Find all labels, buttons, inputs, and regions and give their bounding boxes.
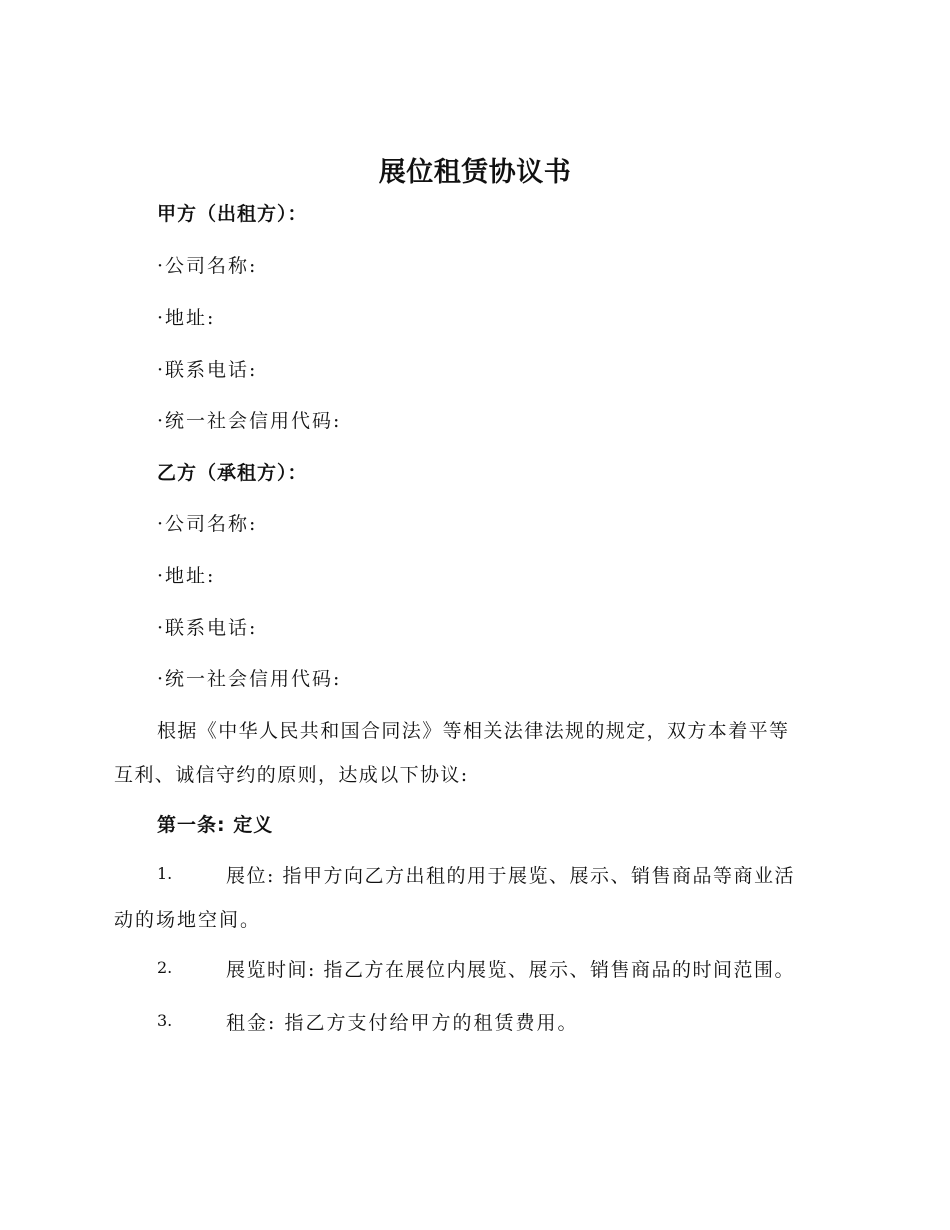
party-b-company-name: · 公司名称: (157, 509, 257, 536)
definition-1-number: 1. (157, 864, 173, 883)
party-b-address: · 地址: (157, 561, 215, 588)
definition-2-number: 2. (157, 958, 173, 977)
preamble-line-2: 互利、诚信守约的原则，达成以下协议: (114, 764, 469, 786)
party-b-heading: 乙方（承租方）： (157, 462, 308, 484)
document-title: 展位租赁协议书 (378, 157, 572, 188)
definition-3-number: 3. (157, 1011, 173, 1030)
party-a-address: · 地址: (157, 303, 215, 330)
definition-2-text: 展览时间: 指乙方在展位内展览、展示、销售商品的时间范围。 (226, 959, 795, 981)
preamble-line-1: 根据《中华人民共和国合同法》等相关法律法规的规定，双方本着平等 (157, 720, 790, 742)
party-a-heading: 甲方（出租方）： (157, 203, 308, 225)
party-a-credit-code: · 统一社会信用代码: (157, 406, 341, 433)
definition-1-continuation: 动的场地空间。 (114, 909, 262, 931)
party-a-company-name: · 公司名称: (157, 251, 257, 278)
party-b-phone: · 联系电话: (157, 613, 257, 640)
party-a-phone: · 联系电话: (157, 355, 257, 382)
definition-3-text: 租金: 指乙方支付给甲方的租赁费用。 (226, 1012, 579, 1034)
definition-1-text: 展位: 指甲方向乙方出租的用于展览、展示、销售商品等商业活 (226, 865, 795, 887)
article-1-heading: 第一条: 定义 (157, 814, 274, 836)
party-b-credit-code: · 统一社会信用代码: (157, 664, 341, 691)
